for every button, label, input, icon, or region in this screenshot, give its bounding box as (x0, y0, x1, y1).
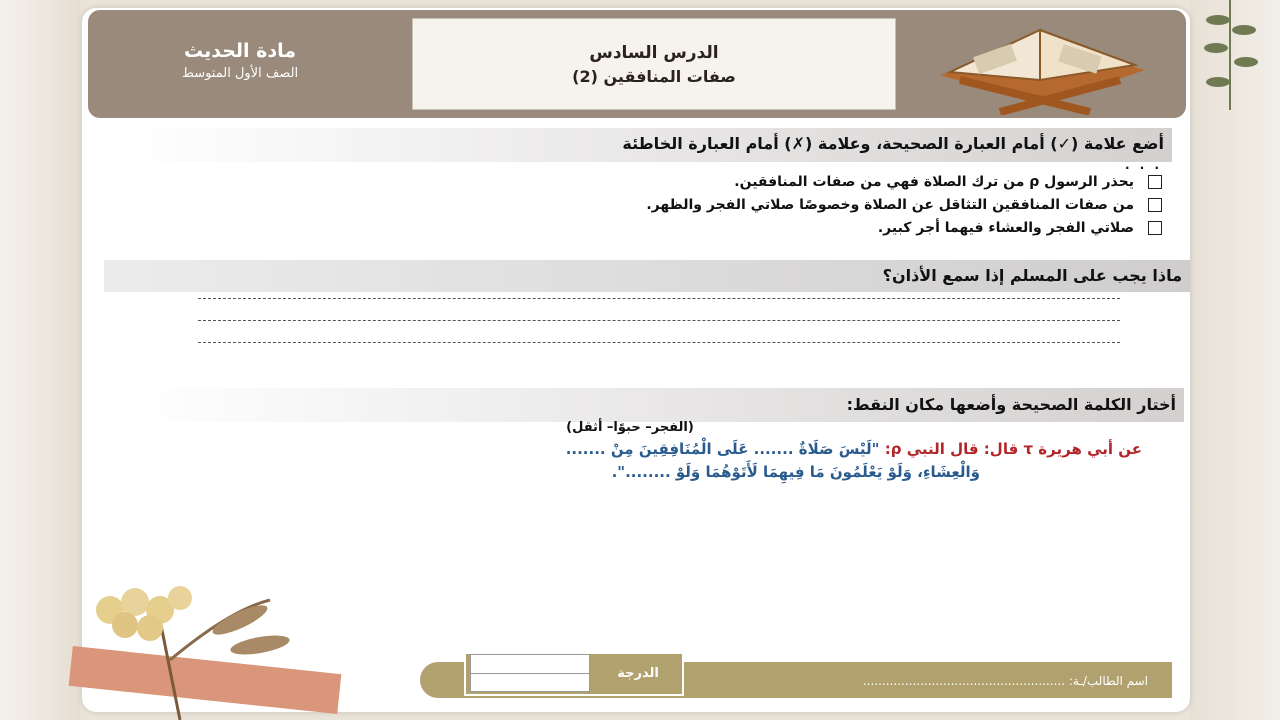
answer-line[interactable] (198, 298, 1120, 299)
flower-decoration-icon (30, 580, 350, 720)
fill-blank-instruction-bar (130, 388, 1184, 422)
plant-decoration-icon (1180, 0, 1280, 110)
subject-title: مادة الحديث (183, 40, 297, 62)
hadith-text-2: وَالْعِشَاءِ، وَلَوْ يَعْلَمُونَ مَا فِيهِمَا لَأَتَوْهُمَا وَلَوْ ........". (611, 463, 980, 481)
student-name-field[interactable]: اسم الطالب/ـة: ..................................................... (862, 674, 1148, 688)
subject-block (110, 40, 370, 81)
hadith-text-1: "لَيْسَ صَلَاةٌ ....... عَلَى الْمُنَافِقِينَ مِنْ ....... (565, 440, 880, 458)
statement-text: صلاتي الفجر والعشاء فيهما أجر كبير. (877, 219, 1134, 236)
instruction-continuation-dots: . . . (1124, 158, 1162, 172)
lesson-title: صفات المنافقين (2) (572, 67, 736, 86)
grade-label: الدرجة (617, 666, 659, 681)
answer-line[interactable] (198, 320, 1120, 321)
quran-stand-icon (920, 20, 1160, 115)
question-bar (104, 260, 1190, 292)
statement-text: من صفات المنافقين التثاقل عن الصلاة وخصوصًا صلاتي الفجر والظهر. (646, 196, 1134, 213)
answer-checkbox[interactable] (1148, 175, 1162, 189)
answer-checkbox[interactable] (1148, 198, 1162, 212)
statement-text: يحذر الرسول ρ من ترك الصلاة فهي من صفات المنافقين. (734, 173, 1134, 190)
answer-checkbox[interactable] (1148, 221, 1162, 235)
statement-item (646, 216, 1162, 239)
statement-item (646, 170, 1162, 193)
statement-item (646, 193, 1162, 216)
hadith-line-1 (566, 440, 1142, 458)
true-false-instruction-bar (122, 128, 1172, 172)
lesson-number: الدرس السادس (589, 43, 719, 63)
lesson-title-box (412, 18, 896, 110)
grade-input[interactable] (470, 654, 590, 692)
true-false-instruction: أضع علامة (✓) أمام العبارة الصحيحة، وعلامة (✗) أمام العبارة الخاطئة (622, 134, 1164, 153)
hadith-narrator: عن أبي هريرة τ قال: قال النبي ρ: (884, 440, 1142, 458)
fill-blank-instruction: أختار الكلمة الصحيحة وأضعها مكان النقط: (846, 395, 1176, 414)
question-text: ماذا يجب على المسلم إذا سمع الأذان؟ (882, 266, 1182, 285)
grade-level: الصف الأول المتوسط (181, 66, 299, 81)
word-choices: (الفجر– حبوًا– أثقل) (566, 420, 694, 435)
answer-line[interactable] (198, 342, 1120, 343)
statement-list (646, 170, 1162, 239)
